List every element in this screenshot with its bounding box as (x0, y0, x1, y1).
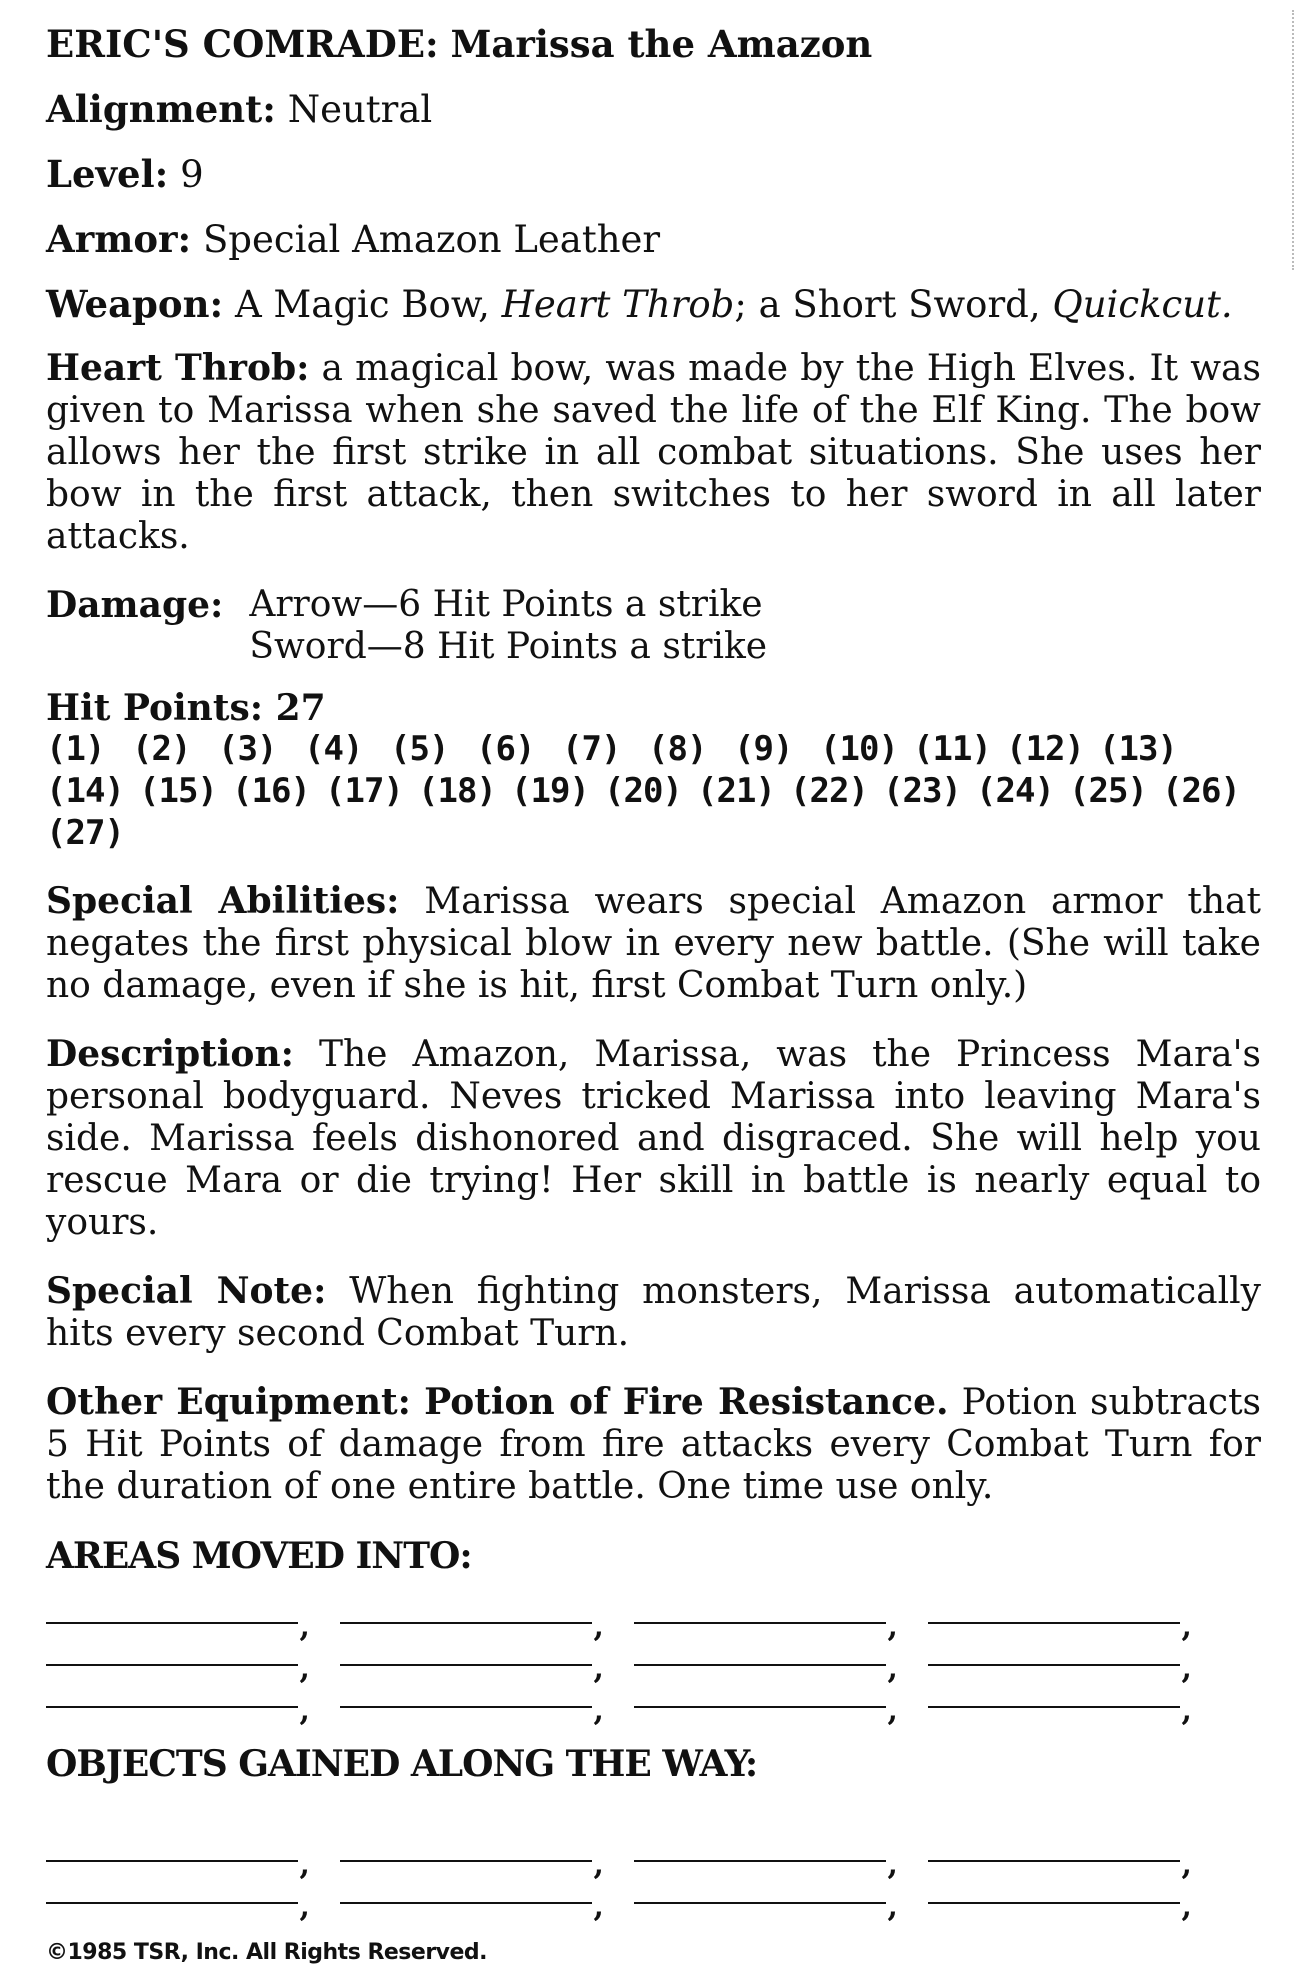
other-equipment-item: Potion of Fire Resistance. (424, 1381, 949, 1423)
weapon-sword-name: Quickcut. (1052, 283, 1233, 326)
area-blank-line[interactable] (928, 1638, 1180, 1666)
hit-point-box[interactable]: (25) (1069, 771, 1147, 811)
object-blank-line[interactable] (634, 1876, 886, 1904)
hit-point-box[interactable]: (6) (476, 729, 535, 769)
description-text: The Amazon, Marissa, was the Princess Mara's personal bodyguard. Neves tricked Marissa into leaving Mara's side. Marissa feels dishonored and disgraced. She will help you rescue Mara or die trying! Her skill in battle is nearly equal to yours. (46, 1034, 1261, 1243)
special-note-text: When fighting monsters, Marissa automatically hits every second Combat Turn. (46, 1271, 1262, 1354)
special-note-paragraph (46, 1270, 1261, 1355)
weapon-label: Weapon: (46, 282, 224, 326)
hit-point-box[interactable]: (26) (1162, 771, 1240, 811)
hit-point-box[interactable]: (3) (218, 729, 277, 769)
level-label: Level: (46, 152, 169, 196)
area-blank-line[interactable] (634, 1680, 886, 1708)
hit-point-box[interactable]: (2) (132, 729, 191, 769)
hit-point-box[interactable]: (16) (232, 771, 310, 811)
sheet-content (46, 22, 1261, 1968)
weapon-bow-name: Heart Throb (501, 283, 735, 326)
object-blank-line[interactable] (928, 1876, 1180, 1904)
weapon-prefix: A Magic Bow, (234, 283, 490, 326)
object-blank-line[interactable] (340, 1876, 592, 1904)
other-equipment-text: Potion subtracts 5 Hit Points of damage from fire attacks every Combat Turn for the duration of one entire battle. One time use only. (46, 1382, 1262, 1507)
hit-point-box[interactable]: (15) (139, 771, 217, 811)
hit-point-box[interactable]: (10) (820, 729, 898, 769)
other-equipment-paragraph (46, 1381, 1261, 1508)
page-edge-mark (1292, 10, 1302, 270)
hit-point-box[interactable]: (21) (697, 771, 775, 811)
heart-throb-text: a magical bow, was made by the High Elves. It was given to Marissa when she saved the life of the Elf King. The bow allows her the first strike in all combat situations. She uses her bow in the first attack, then switches to her sword in all later attacks. (46, 348, 1261, 557)
hit-point-box[interactable]: (7) (562, 729, 621, 769)
object-blank-line[interactable] (634, 1834, 886, 1862)
hit-point-box[interactable]: (1) (46, 729, 105, 769)
object-blank-line[interactable] (46, 1834, 298, 1862)
hit-points-label: Hit Points: (46, 687, 264, 729)
damage-sword: Sword—8 Hit Points a strike (249, 626, 768, 667)
hit-point-box[interactable]: (5) (390, 729, 449, 769)
alignment-line (46, 87, 1261, 132)
special-abilities-text: Marissa wears special Amazon armor that negates the first physical blow in every new battle. (She will take no damage, even if she is hit, first Combat Turn only.) (46, 881, 1261, 1006)
other-equipment-label: Other Equipment: (46, 1381, 411, 1423)
area-blank-line[interactable] (634, 1596, 886, 1624)
armor-label: Armor: (46, 217, 192, 261)
hit-points-value: 27 (275, 687, 326, 729)
comrade-name: Marissa the Amazon (450, 22, 873, 66)
area-blank-line[interactable] (634, 1638, 886, 1666)
area-blank-line[interactable] (46, 1596, 298, 1624)
area-blank-line[interactable] (928, 1596, 1180, 1624)
armor-value: Special Amazon Leather (202, 218, 661, 261)
hit-points-line (46, 688, 1261, 728)
hit-point-box[interactable]: (14) (46, 771, 124, 811)
hit-point-box[interactable]: (22) (790, 771, 868, 811)
hit-point-box[interactable]: (18) (418, 771, 496, 811)
special-abilities-paragraph (46, 880, 1261, 1007)
alignment-label: Alignment: (46, 87, 276, 131)
damage-block (46, 584, 1261, 668)
heart-throb-label: Heart Throb: (46, 347, 310, 389)
hit-point-box[interactable]: (23) (883, 771, 961, 811)
hit-point-box[interactable]: (17) (325, 771, 403, 811)
object-blank-line[interactable] (928, 1834, 1180, 1862)
level-value: 9 (180, 153, 204, 196)
comrade-label: ERIC'S COMRADE: (46, 22, 439, 66)
area-blank-line[interactable] (928, 1680, 1180, 1708)
hit-point-box[interactable]: (19) (511, 771, 589, 811)
hit-point-box[interactable]: (9) (734, 729, 793, 769)
area-blank-line[interactable] (340, 1638, 592, 1666)
special-abilities-label: Special Abilities: (46, 880, 400, 922)
hit-point-box[interactable]: (13) (1099, 729, 1177, 769)
level-line (46, 152, 1261, 197)
description-label: Description: (46, 1033, 294, 1075)
alignment-value: Neutral (287, 88, 433, 131)
areas-moved-into-heading: AREAS MOVED INTO: (46, 1535, 472, 1577)
object-blank-line[interactable] (340, 1834, 592, 1862)
areas-moved-into-blanks (46, 1596, 1261, 1708)
area-blank-line[interactable] (340, 1680, 592, 1708)
damage-label: Damage: (46, 584, 224, 626)
hit-point-box[interactable]: (20) (604, 771, 682, 811)
hit-point-box[interactable]: (11) (913, 729, 991, 769)
hit-point-box[interactable]: (12) (1006, 729, 1084, 769)
area-blank-line[interactable] (340, 1596, 592, 1624)
hit-point-boxes (46, 728, 1261, 854)
hit-point-box[interactable]: (27) (46, 813, 124, 853)
heart-throb-paragraph (46, 347, 1261, 558)
weapon-line (46, 282, 1261, 327)
objects-gained-heading: OBJECTS GAINED ALONG THE WAY: (46, 1743, 758, 1785)
area-blank-line[interactable] (46, 1680, 298, 1708)
weapon-middle: ; a Short Sword, (734, 283, 1041, 326)
comrade-line (46, 22, 1261, 67)
object-blank-line[interactable] (46, 1876, 298, 1904)
armor-line (46, 217, 1261, 262)
hit-point-box[interactable]: (4) (304, 729, 363, 769)
special-note-label: Special Note: (46, 1270, 327, 1312)
copyright-notice: ©1985 TSR, Inc. All Rights Reserved. (46, 1940, 488, 1965)
objects-gained-blanks (46, 1834, 1261, 1904)
hit-point-box[interactable]: (8) (648, 729, 707, 769)
description-paragraph (46, 1033, 1261, 1244)
damage-arrow: Arrow—6 Hit Points a strike (249, 584, 763, 625)
area-blank-line[interactable] (46, 1638, 298, 1666)
hit-point-box[interactable]: (24) (976, 771, 1054, 811)
